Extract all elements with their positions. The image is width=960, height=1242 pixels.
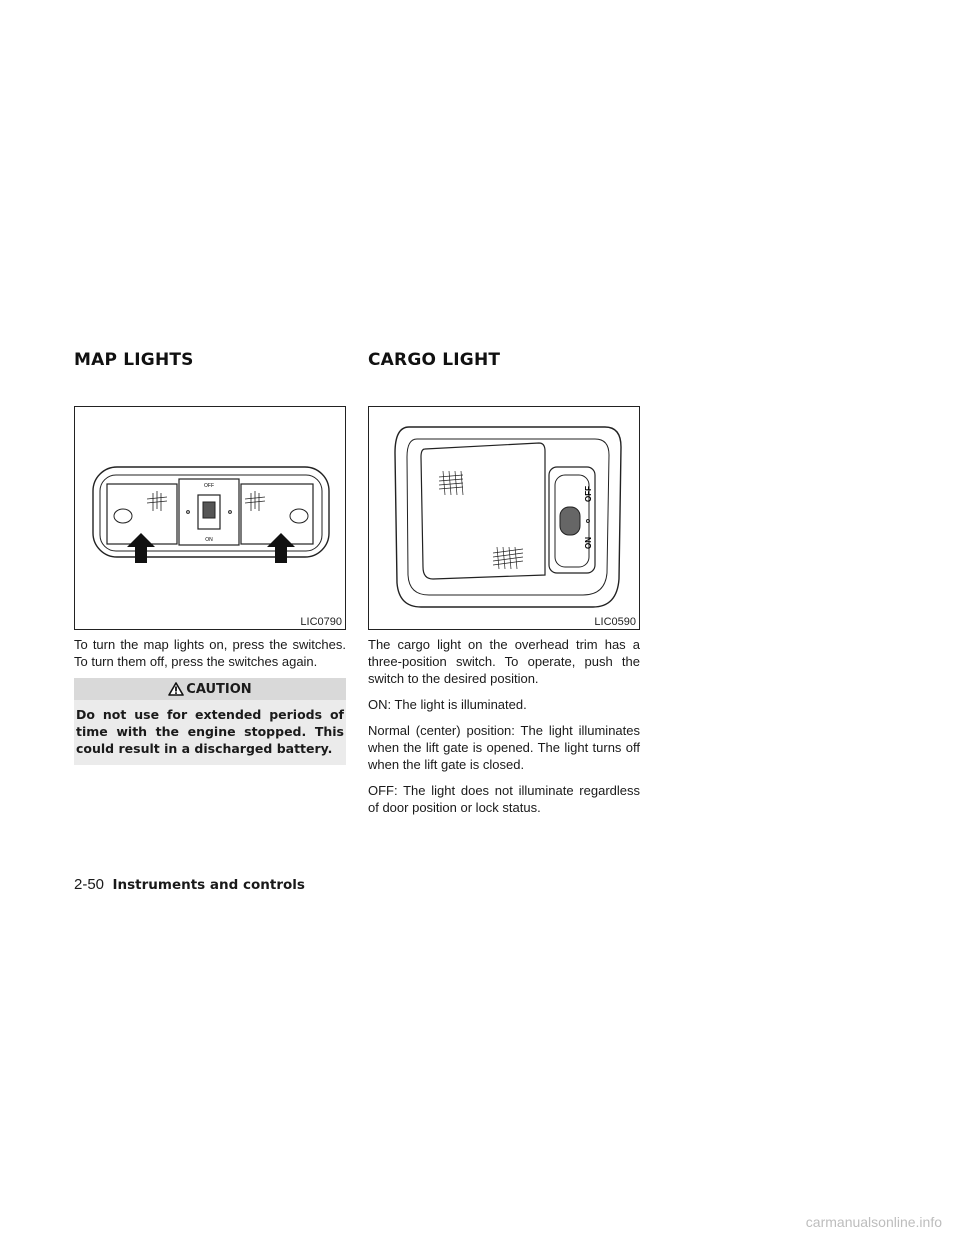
map-lights-figure-label: LIC0790 xyxy=(300,616,342,628)
cargo-light-paragraph: Normal (center) position: The light illuminates when the lift gate is opened. The light turns off when the lift gate is closed. xyxy=(368,723,640,772)
cargo-light-figure-label: LIC0590 xyxy=(594,616,636,628)
cargo-light-paragraph: ON: The light is illuminated. xyxy=(368,697,527,712)
map-switch-off-label: OFF xyxy=(204,483,214,489)
cargo-switch-on-label: ON xyxy=(584,537,593,549)
page-number: 2-50 xyxy=(74,876,105,893)
page-footer xyxy=(74,876,305,894)
section-title: Instruments and controls xyxy=(112,877,305,893)
map-lights-illustration xyxy=(75,407,347,631)
cargo-switch-off-label: OFF xyxy=(584,486,593,502)
map-lights-figure xyxy=(74,406,346,630)
map-lights-paragraph: To turn the map lights on, press the switches. To turn them off, press the switches again. xyxy=(74,637,346,669)
caution-text: Do not use for extended periods of time with the engine stopped. This could result in a discharged battery. xyxy=(74,700,346,765)
warning-triangle-icon xyxy=(168,682,184,696)
cargo-light-illustration xyxy=(369,407,641,631)
watermark: carmanualsonline.info xyxy=(805,1214,942,1230)
map-switch-on-label: ON xyxy=(205,537,213,543)
cargo-light-text xyxy=(368,636,640,825)
cargo-light-figure xyxy=(368,406,640,630)
cargo-light-paragraph: OFF: The light does not illuminate regardless of door position or lock status. xyxy=(368,783,640,815)
cargo-light-heading: CARGO LIGHT xyxy=(368,350,501,370)
cargo-light-paragraph: The cargo light on the overhead trim has a three-position switch. To operate, push the switch to the desired position. xyxy=(368,637,640,686)
caution-title: CAUTION xyxy=(186,681,252,697)
caution-header xyxy=(74,678,346,700)
caution-box xyxy=(74,678,346,765)
map-lights-heading: MAP LIGHTS xyxy=(74,350,194,370)
